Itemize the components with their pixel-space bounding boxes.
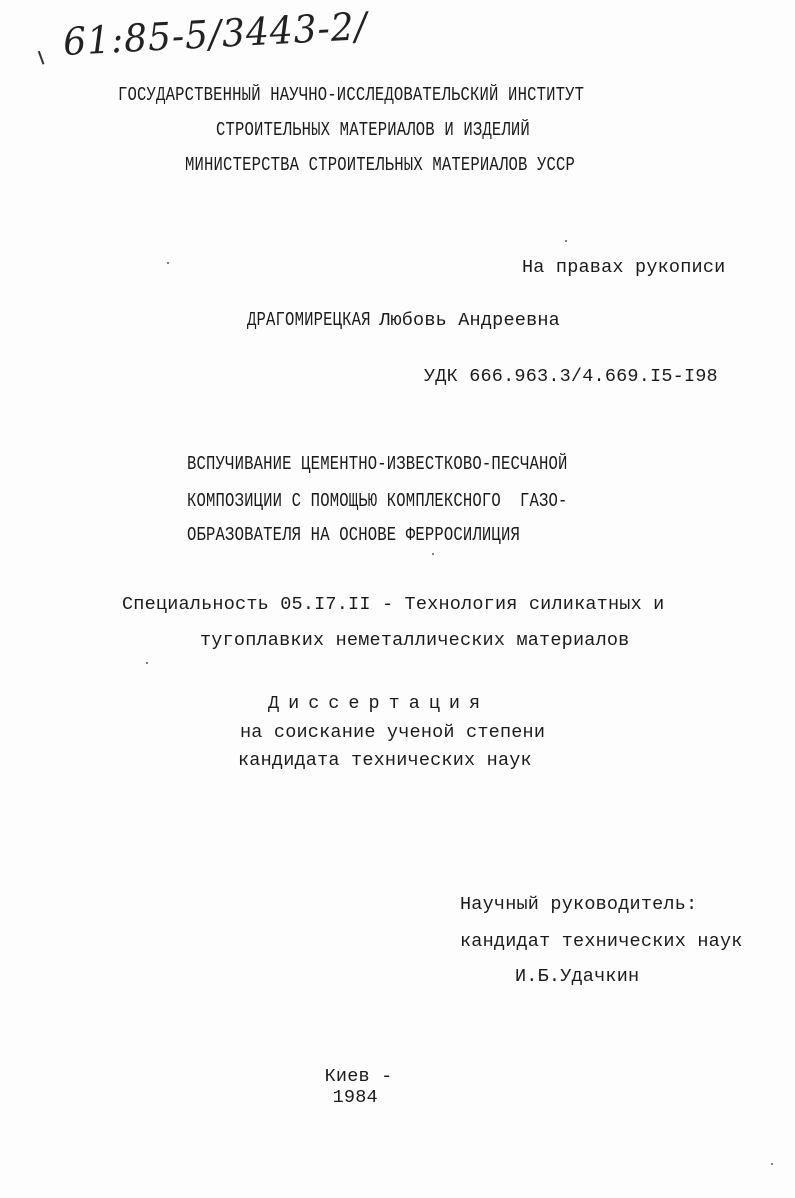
speck	[565, 240, 567, 242]
specialty-line-1: Специальность 05.I7.II - Технология силикатных и	[122, 594, 665, 615]
dissertation-line-2: на соискание ученой степени	[240, 722, 546, 743]
udc-code: УДК 666.963.3/4.669.I5-I98	[424, 366, 718, 387]
author-surname: ДРАГОМИРЕЦКАЯ	[247, 309, 371, 331]
title-line-2: КОМПОЗИЦИИ С ПОМОЩЬЮ КОМПЛЕКСНОГО ГАЗО-	[187, 490, 568, 512]
institute-line-1: ГОСУДАРСТВЕННЫЙ НАУЧНО-ИССЛЕДОВАТЕЛЬСКИЙ ИНСТИТУТ	[118, 84, 585, 106]
speck	[771, 1163, 773, 1165]
title-line-3: ОБРАЗОВАТЕЛЯ НА ОСНОВЕ ФЕРРОСИЛИЦИЯ	[187, 524, 520, 546]
title-line-1: ВСПУЧИВАНИЕ ЦЕМЕНТНО-ИЗВЕСТКОВО-ПЕСЧАНОЙ	[187, 453, 568, 475]
dissertation-heading: Диссертация	[268, 693, 490, 714]
city-year	[302, 1045, 392, 1108]
dissertation-line-3: кандидата технических наук	[238, 750, 532, 771]
supervisor-name: И.Б.Удачкин	[515, 966, 640, 987]
speck	[167, 262, 169, 264]
specialty-line-2: тугоплавких неметаллических материалов	[200, 630, 630, 651]
speck	[432, 553, 434, 555]
speck	[146, 662, 148, 664]
year: 1984	[332, 1087, 378, 1108]
institute-line-3: МИНИСТЕРСТВА СТРОИТЕЛЬНЫХ МАТЕРИАЛОВ УССР	[185, 154, 576, 176]
author-given-names: Любовь Андреевна	[379, 310, 560, 331]
supervisor-degree: кандидат технических наук	[460, 931, 743, 952]
city: Киев -	[324, 1066, 393, 1087]
supervisor-label: Научный руководитель:	[460, 894, 698, 915]
manuscript-rights: На правах рукописи	[522, 257, 726, 278]
institute-line-2: СТРОИТЕЛЬНЫХ МАТЕРИАЛОВ И ИЗДЕЛИЙ	[216, 119, 530, 141]
author-name	[247, 309, 560, 331]
margin-mark	[38, 49, 48, 64]
archive-number: 61:85-5/3443-2/	[62, 4, 369, 64]
